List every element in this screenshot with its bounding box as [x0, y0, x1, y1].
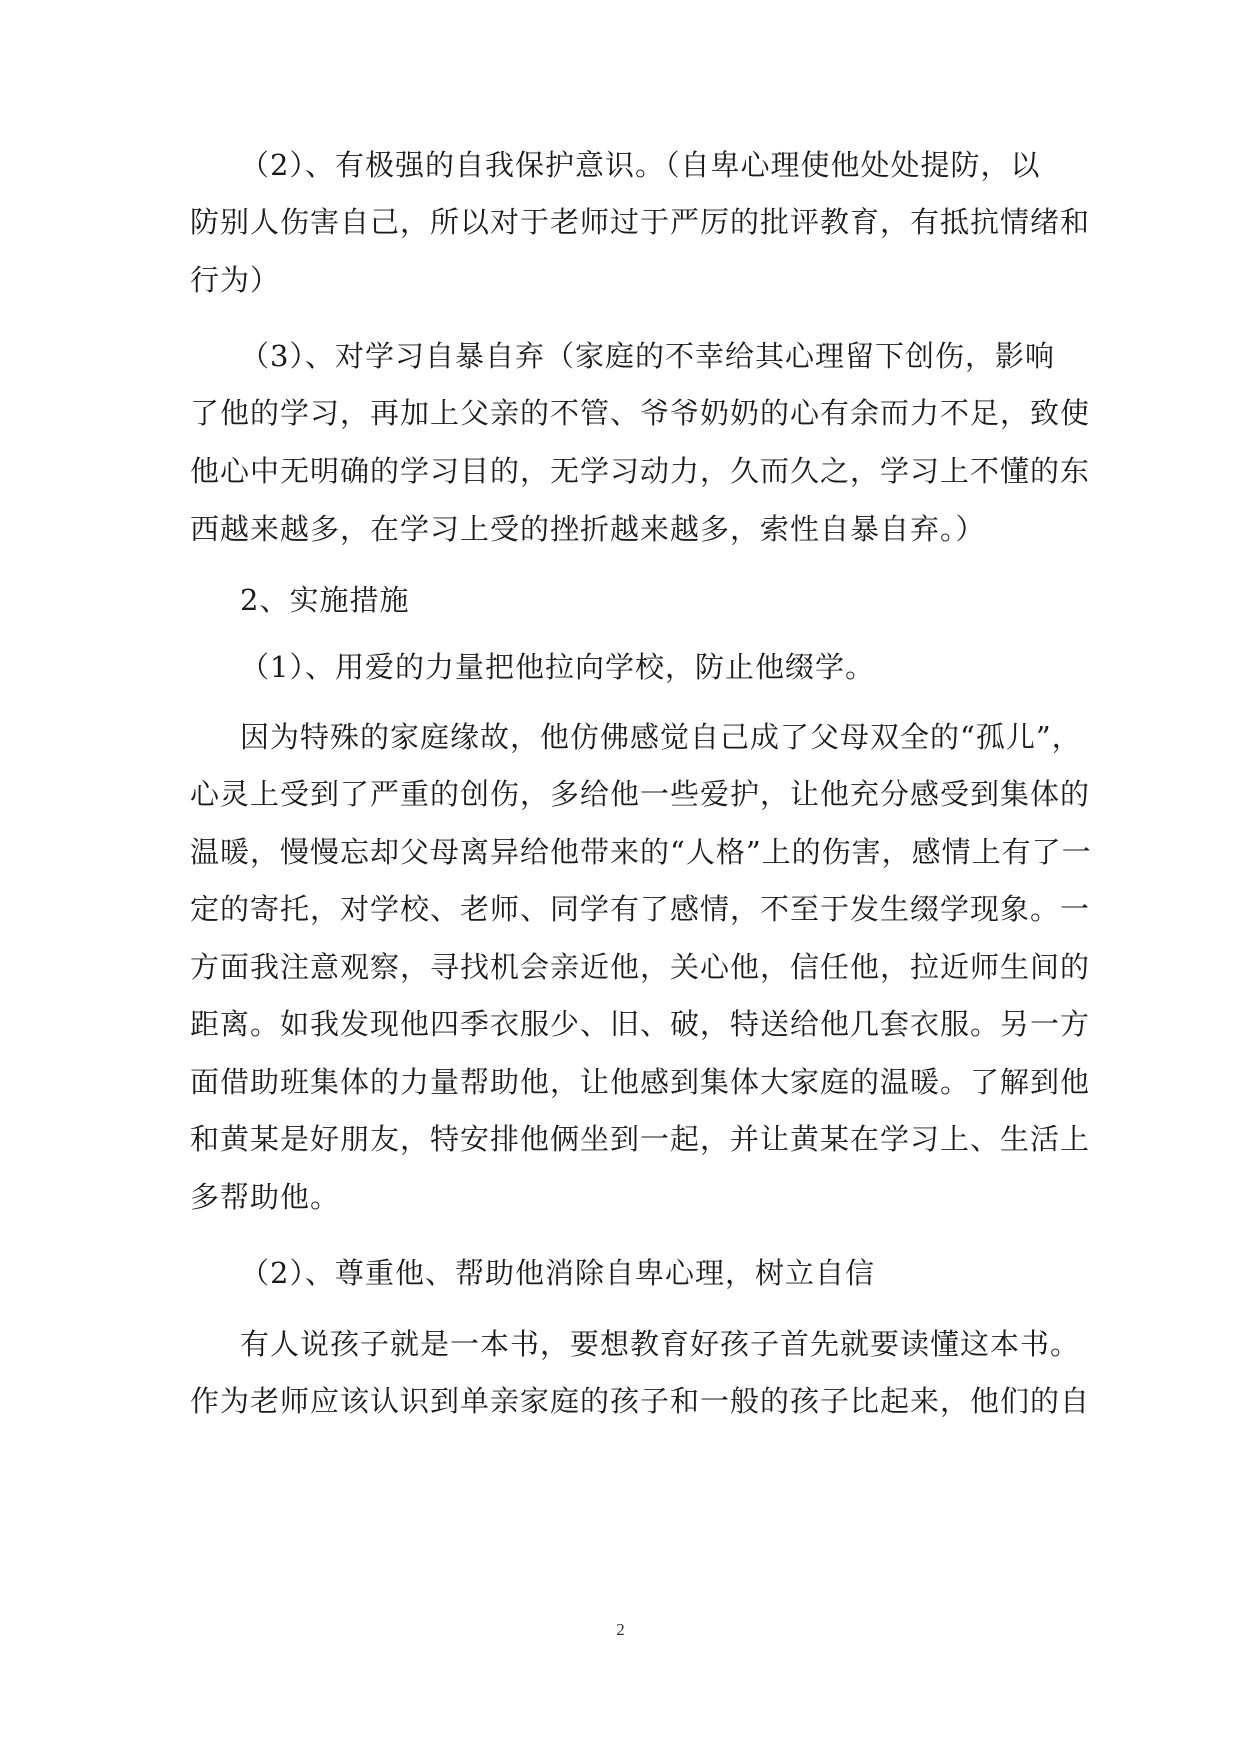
text-line: 温暖，慢慢忘却父母离异给他带来的“人格”上的伤害，感情上有了一: [190, 835, 1092, 869]
text-line: 距离。如我发现他四季衣服少、旧、破，特送给他几套衣服。另一方: [190, 1007, 1091, 1041]
text-line: 他心中无明确的学习目的，无学习动力，久而久之，学习上不懂的东: [190, 454, 1091, 488]
subsection-heading: （2）、尊重他、帮助他消除自卑心理，树立自信: [240, 1256, 875, 1290]
text-line: 和黄某是好朋友，特安排他俩坐到一起，并让黄某在学习上、生活上: [190, 1122, 1091, 1156]
text-line: 多帮助他。: [190, 1180, 341, 1214]
text-line: 心灵上受到了严重的创伤，多给他一些爱护，让他充分感受到集体的: [190, 777, 1091, 811]
subsection-heading: （1）、用爱的力量把他拉向学校，防止他缀学。: [240, 650, 875, 684]
text-line: 方面我注意观察，寻找机会亲近他，关心他，信任他，拉近师生间的: [190, 950, 1091, 984]
text-line: 面借助班集体的力量帮助他，让他感到集体大家庭的温暖。了解到他: [190, 1065, 1091, 1099]
text-line: （2）、有极强的自我保护意识。（自卑心理使他处处提防，以: [240, 148, 1041, 182]
text-line: 有人说孩子就是一本书，要想教育好孩子首先就要读懂这本书。: [240, 1327, 1081, 1361]
section-heading: 2、实施措施: [240, 583, 410, 617]
text-line: 行为）: [190, 263, 281, 297]
text-line: 作为老师应该认识到单亲家庭的孩子和一般的孩子比起来，他们的自: [190, 1384, 1091, 1418]
text-line: 定的寄托，对学校、老师、同学有了感情，不至于发生缀学现象。一: [190, 892, 1091, 926]
text-line: （3）、对学习自暴自弃（家庭的不幸给其心理留下创伤，影响: [240, 339, 1055, 373]
text-line: 了他的学习，再加上父亲的不管、爷爷奶奶的心有余而力不足，致使: [190, 396, 1091, 430]
page-number: 2: [616, 1620, 625, 1639]
text-line: 防别人伤害自己，所以对于老师过于严厉的批评教育，有抵抗情绪和: [190, 205, 1091, 239]
text-line: 西越来越多，在学习上受的挫折越来越多，索性自暴自弃。）: [190, 512, 986, 546]
text-line: 因为特殊的家庭缘故，他仿佛感觉自己成了父母双全的“孤儿”，: [240, 720, 1082, 754]
